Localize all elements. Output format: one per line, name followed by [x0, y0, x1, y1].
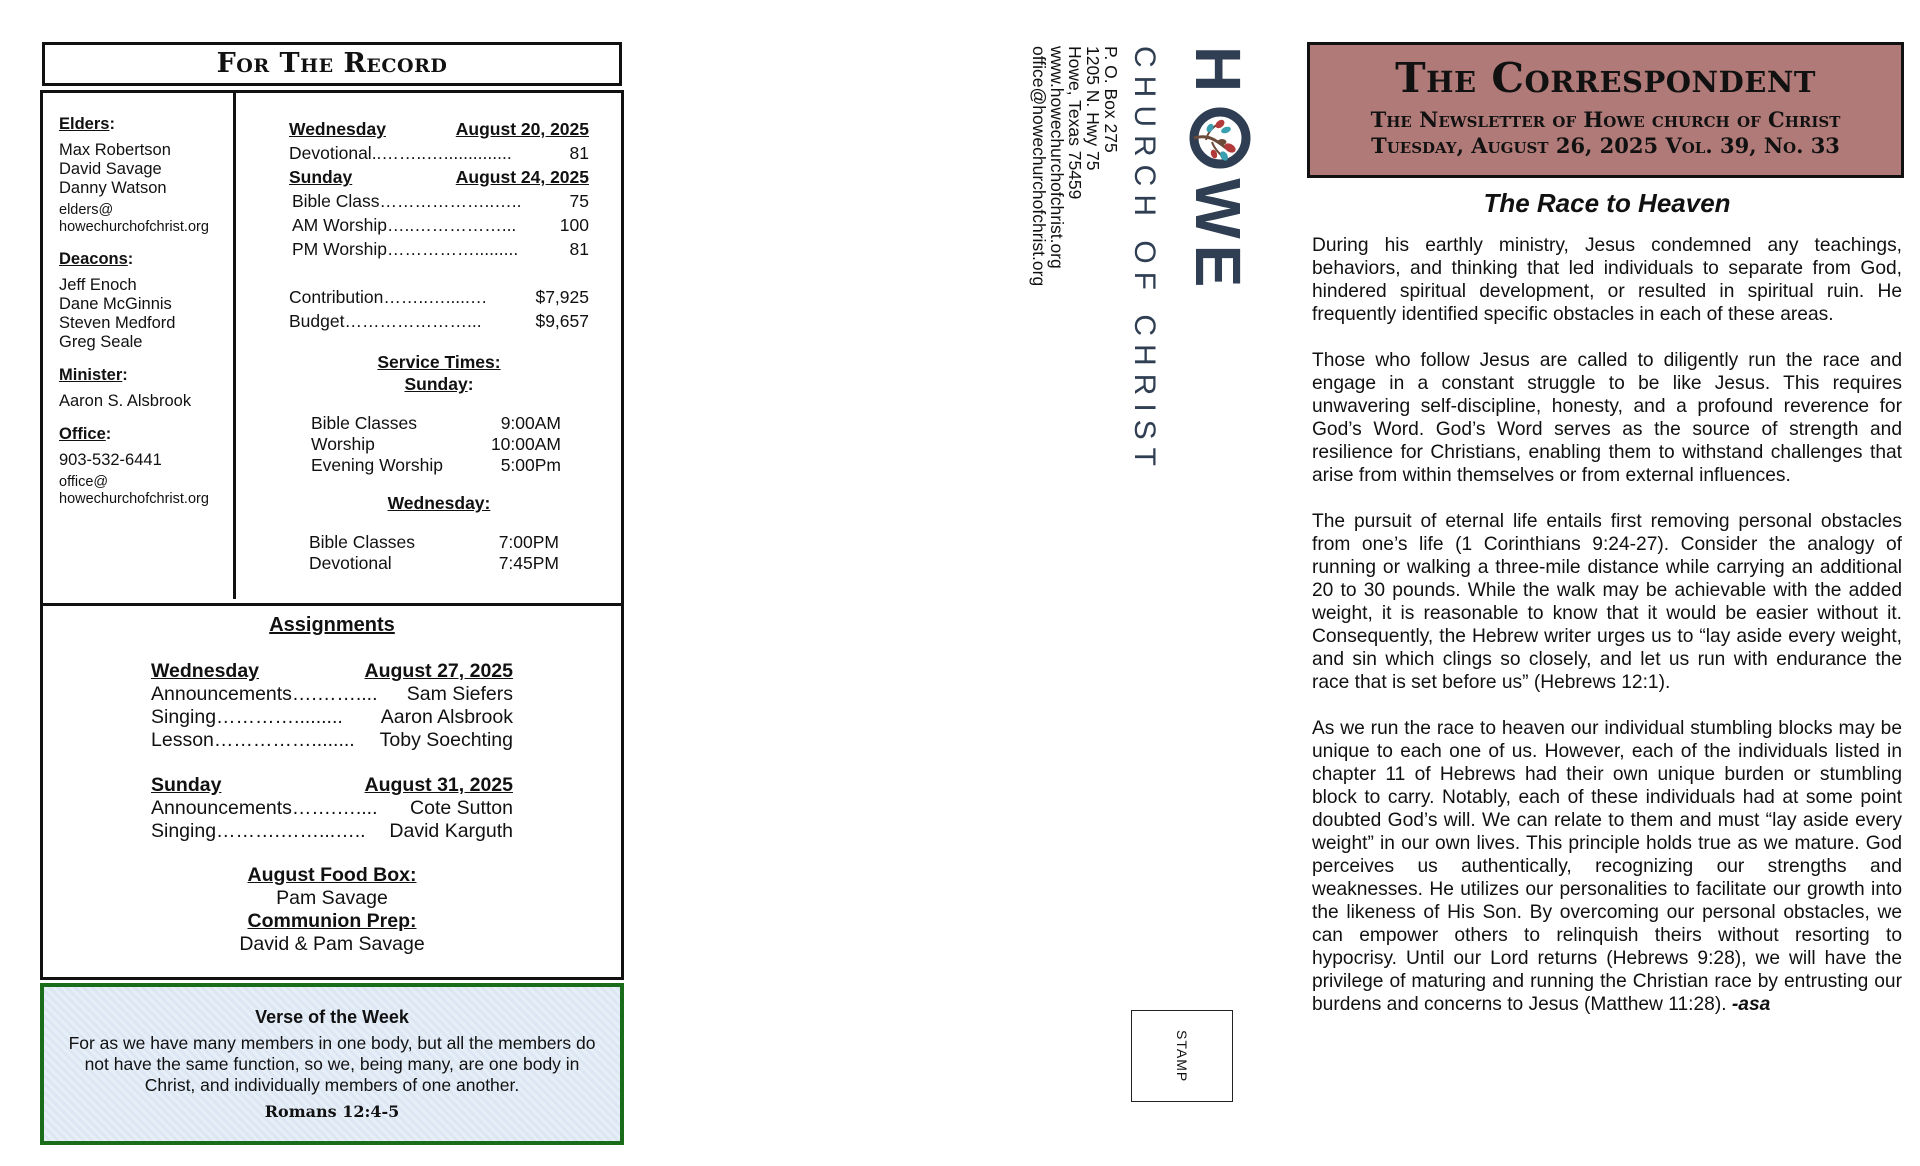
- elders-email-line2: howechurchofchrist.org: [59, 219, 209, 235]
- service-times-heading: Service Times:: [377, 352, 501, 372]
- record-divider: [233, 93, 236, 599]
- wednesday-assign-header: Wednesday August 27, 2025: [151, 660, 513, 682]
- communion-names: David & Pam Savage: [239, 933, 425, 955]
- article-paragraph: As we run the race to heaven our individual stumbling blocks may be unique to each one of us. However, each of the individuals listed in chapter 11 of Hebrews had their own unique burden or stumbling block to carry. Notably, each of these individuals had at some point doubted God’s will. We can relate to them and must “lay aside every weight” in our own lives. This principle holds true as we mature. God perceives us authentically, recognizing our strengths and weaknesses. He utilizes our personalities to facilitate our growth into the likeness of His Son. By overcoming our personal obstacles, we can empower others to relinquish theirs without resorting to hypocrisy. Until our Lord returns (Hebrews 9:28), we will have the privilege of maturing and running the Christian race by entrusting our burdens and concerns to Jesus (Matthew 11:28).: [1312, 718, 1902, 1015]
- article-paragraph: Those who follow Jesus are called to diligently run the race and engage in a constant struggle to be like Jesus. This requires unwavering self-discipline, honesty, and a profound reverence for God’s Word. God’s Word serves as the source of strength and resilience for Christians, enabling them to withstand challenges that arise from within themselves or from external influences.: [1312, 350, 1902, 486]
- stamp-label: STAMP: [1174, 1030, 1190, 1083]
- assignments-title: Assignments: [269, 614, 395, 636]
- mailing-address: [1030, 46, 1120, 286]
- bible-class-row: Bible Class………………..….. 75: [292, 191, 589, 211]
- minister-heading: Minister: [59, 366, 123, 384]
- address-line: P. O. Box 275: [1101, 46, 1121, 153]
- communion-heading: Communion Prep:: [247, 910, 417, 932]
- pm-worship-row: PM Worship……………......... 81: [292, 239, 589, 259]
- address-line: Howe, Texas 75459: [1065, 46, 1085, 200]
- tree-logo-icon: [1186, 98, 1252, 178]
- devotional-row: Devotional..……..….............. 81: [289, 143, 589, 163]
- sunday-services-list: [289, 413, 589, 476]
- elder-name: David Savage: [59, 160, 162, 178]
- elder-name: Danny Watson: [59, 179, 167, 197]
- deacon-name: Steven Medford: [59, 314, 176, 332]
- wednesday-assignments: [151, 660, 513, 752]
- sunday-assignments: [151, 774, 513, 843]
- deacon-name: Greg Seale: [59, 333, 143, 351]
- deacon-name: Jeff Enoch: [59, 276, 137, 294]
- food-communion: [43, 864, 621, 956]
- office-email-line1: office@: [59, 474, 109, 490]
- office-heading: Office: [59, 425, 106, 443]
- service-row: Bible Classes 9:00AM: [311, 413, 561, 433]
- contribution-row: Contribution……..….....… $7,925: [289, 287, 589, 307]
- elders-email-line1: elders@: [59, 202, 114, 218]
- food-box-heading: August Food Box:: [247, 864, 417, 886]
- article-body: [1312, 234, 1902, 1016]
- record-box: [40, 90, 624, 606]
- article-paragraph: The pursuit of eternal life entails first removing personal obstacles from one’s life (1 Corinthians 9:24-27). Consider the analogy of running or walking a three-mile distance while carrying an additional 20 to 30 pounds. While the walk may be achievable with the added weight, it is reasonable to know that it would be easier without it. Consequently, the Hebrew writer urges us to “lay aside every weight, and sin which clings so closely, and let us run with endurance the race that is set before us” (Hebrews 12:1).: [1312, 511, 1902, 693]
- office-email-line2: howechurchofchrist.org: [59, 491, 209, 507]
- article-paragraph: During his earthly ministry, Jesus condemned any teachings, behaviors, and thinking that led individuals to separate from God, hindered spiritual development, or resulted in spiritual ruin. He frequently identified specific obstacles in each of these areas.: [1312, 235, 1902, 325]
- elders-heading: Elders: [59, 115, 110, 133]
- assignments-box: [40, 606, 624, 980]
- article-title: The Race to Heaven: [1483, 188, 1731, 218]
- wednesday-services-heading: Wednesday:: [387, 493, 491, 513]
- sunday-stats-header: Sunday August 24, 2025: [289, 167, 589, 187]
- email-line: office@howechurchofchrist.org: [1029, 46, 1049, 287]
- verse-of-the-week-box: [40, 983, 624, 1145]
- service-row: Bible Classes 7:00PM: [309, 532, 559, 552]
- deacon-name: Dane McGinnis: [59, 295, 172, 313]
- logo-letters-we: WE: [1182, 178, 1254, 294]
- masthead: [1307, 42, 1904, 178]
- verse-text: For as we have many members in one body, but all the members do not have the same function, so we, being many, are one body in Christ, and individually members of one another.: [68, 1033, 596, 1095]
- assignment-row: Singing…………......... Aaron Alsbrook: [151, 706, 513, 728]
- elder-name: Max Robertson: [59, 141, 171, 159]
- sunday-assign-header: Sunday August 31, 2025: [151, 774, 513, 796]
- church-of-christ-wordmark: CHURCH OF CHRIST: [1128, 46, 1161, 474]
- service-row: Worship 10:00AM: [311, 434, 561, 454]
- for-the-record-title: For The Record: [42, 42, 622, 86]
- logo-letter-h: H: [1182, 46, 1254, 99]
- deacons-heading: Deacons: [59, 250, 128, 268]
- website-line: www.howechurchofchrist.org: [1047, 46, 1067, 269]
- assignment-row: Singing……….……...….. David Karguth: [151, 820, 513, 842]
- verse-title: Verse of the Week: [255, 1007, 409, 1027]
- office-phone: 903-532-6441: [59, 451, 162, 469]
- budget-row: Budget…………………... $9,657: [289, 311, 589, 331]
- service-row: Evening Worship 5:00Pm: [311, 455, 561, 475]
- service-row: Devotional 7:45PM: [309, 553, 559, 573]
- assignment-row: Announcements…….….... Cote Sutton: [151, 797, 513, 819]
- sunday-services-heading: Sunday: [404, 374, 468, 394]
- verse-reference: Romans 12:4-5: [264, 1102, 400, 1121]
- howe-logo: [1182, 46, 1254, 294]
- wednesday-stats-header: Wednesday August 20, 2025: [289, 119, 589, 139]
- am-worship-row: AM Worship…..……………... 100: [292, 215, 589, 235]
- newsletter-subtitle: The Newsletter of Howe church of Christ: [1370, 107, 1841, 132]
- leadership-list: Elders: Max Robertson David Savage Danny Watson elders@ howechurchofchrist.org Deacons: Jeff Enoch Dane McGinnis Steven Medford Greg Seale Minister: Aaron S. Alsbrook Office: 903-532-6441 office@ howechurchofchrist.org: [59, 115, 229, 508]
- attendance-stats: Wednesday August 20, 2025 Devotional..……..….............. 81 Sunday August 24, 2025 Bible Class………………..….. 75 AM Worship…..……………... 100 PM Worship……………......... 81 Contribution……..….....… $7,925 Budget…………………... $9,657 Service Times: Sunday: Bible Classes 9:00AM Worship 10:00AM Evening Worship 5:00Pm Wednesday: Bible Classes 7:00PM Devotional 7:45PM: [289, 119, 589, 573]
- food-box-name: Pam Savage: [276, 887, 388, 909]
- assignment-row: Announcements….…….... Sam Siefers: [151, 683, 513, 705]
- issue-date-line: Tuesday, August 26, 2025 Vol. 39, No. 33: [1371, 133, 1840, 158]
- newsletter-title: The Correspondent: [1395, 54, 1816, 102]
- address-line: 1205 N. Hwy 75: [1083, 46, 1103, 171]
- wednesday-services-list: [289, 532, 589, 574]
- minister-name: Aaron S. Alsbrook: [59, 392, 192, 410]
- author-signature: -asa: [1731, 994, 1771, 1015]
- assignment-row: Lesson……………........ Toby Soechting: [151, 729, 513, 751]
